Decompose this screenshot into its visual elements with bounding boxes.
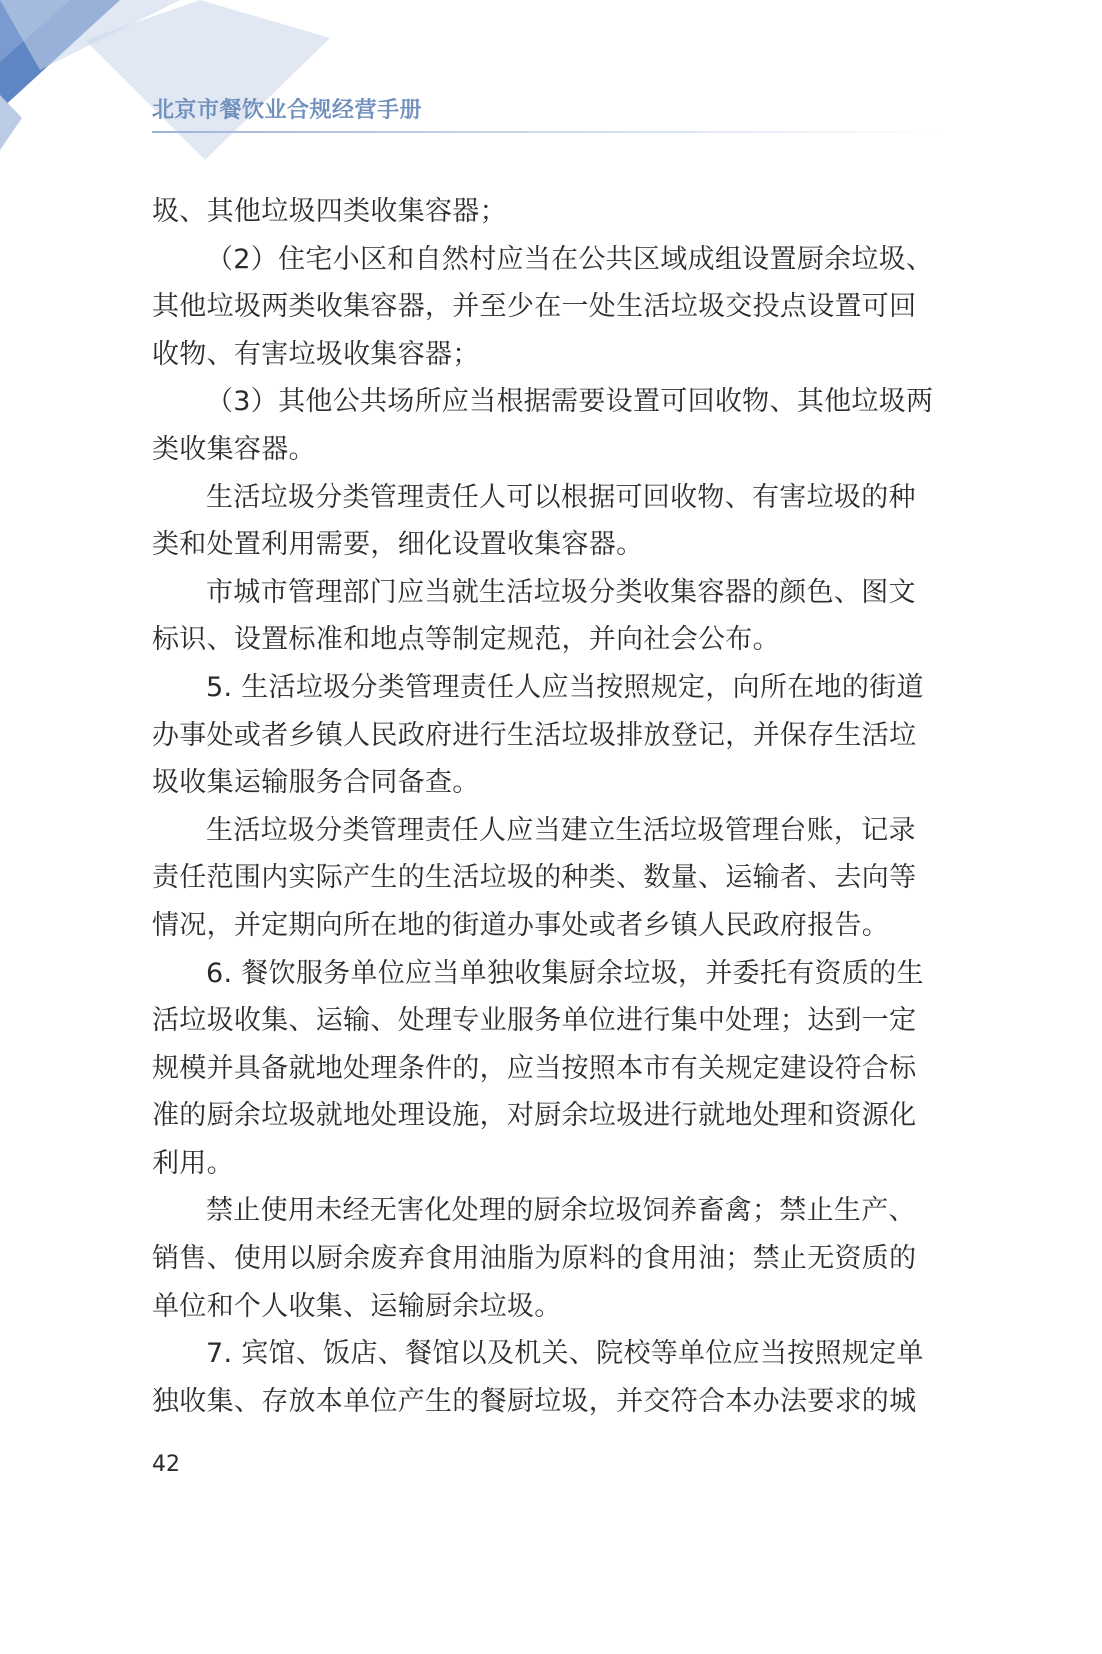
paragraph: 7. 宾馆、饭店、餐馆以及机关、院校等单位应当按照规定单独收集、存放本单位产生的餐厨垃圾，并交符合本办法要求的城 bbox=[152, 1338, 924, 1417]
paragraph: 生活垃圾分类管理责任人可以根据可回收物、有害垃圾的种类和处置利用需要，细化设置收集容器。 bbox=[152, 481, 916, 561]
paragraph: 圾、其他垃圾四类收集容器； bbox=[152, 196, 507, 227]
paragraph: （3）其他公共场所应当根据需要设置可回收物、其他垃圾两类收集容器。 bbox=[152, 386, 934, 465]
page-number: 42 bbox=[152, 1452, 180, 1477]
running-header: 北京市餐饮业合规经营手册 bbox=[152, 98, 423, 123]
paragraph: 5. 生活垃圾分类管理责任人应当按照规定，向所在地的街道办事处或者乡镇人民政府进行生活垃圾排放登记，并保存生活垃圾收集运输服务合同备查。 bbox=[152, 671, 924, 799]
paragraph: （2）住宅小区和自然村应当在公共区域成组设置厨余垃圾、其他垃圾两类收集容器，并至少在一处生活垃圾交投点设置可回收物、有害垃圾收集容器； bbox=[152, 243, 934, 370]
paragraph: 市城市管理部门应当就生活垃圾分类收集容器的颜色、图文标识、设置标准和地点等制定规范，并向社会公布。 bbox=[152, 576, 916, 656]
paragraph: 禁止使用未经无害化处理的厨余垃圾饲养畜禽；禁止生产、销售、使用以厨余废弃食用油脂为原料的食用油；禁止无资质的单位和个人收集、运输厨余垃圾。 bbox=[152, 1195, 917, 1322]
paragraph: 6. 餐饮服务单位应当单独收集厨余垃圾，并委托有资质的生活垃圾收集、运输、处理专业服务单位进行集中处理；达到一定规模并具备就地处理条件的，应当按照本市有关规定建设符合标准的厨余垃圾就地处理设施，对厨余垃圾进行就地处理和资源化利用。 bbox=[152, 957, 924, 1179]
paragraph: 生活垃圾分类管理责任人应当建立生活垃圾管理台账，记录责任范围内实际产生的生活垃圾的种类、数量、运输者、去向等情况，并定期向所在地的街道办事处或者乡镇人民政府报告。 bbox=[152, 814, 917, 941]
body-text bbox=[152, 188, 942, 1425]
header-divider bbox=[152, 131, 942, 133]
corner-decoration bbox=[0, 0, 360, 180]
